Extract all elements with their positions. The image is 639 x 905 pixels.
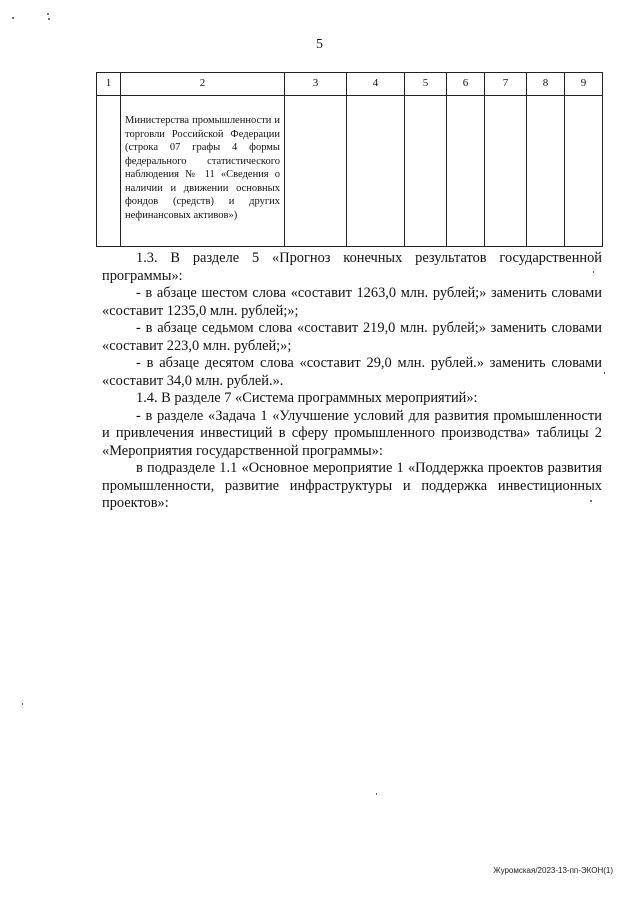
paragraph: в подразделе 1.1 «Основное мероприятие 1 «Поддержка проектов развития промышленности, развитие инфраструктуры и поддержка инвестиционных проектов»: [102, 460, 602, 511]
table-cell [565, 96, 603, 247]
scan-speck [604, 372, 605, 374]
paragraph: - в разделе «Задача 1 «Улучшение условий для развития промышленности и привлечения инвестиций в сферу промышленного производства» таблицы 2 «Мероприятия государственной программы»: [102, 407, 602, 459]
table-header-cell: 7 [485, 73, 527, 96]
table-cell [527, 96, 565, 247]
table-row [97, 96, 603, 247]
paragraph: - в абзаце шестом слова «составит 1263,0 млн. рублей;» заменить словами «составит 1235,0 млн. рублей;»; [102, 285, 602, 319]
scan-speck [48, 18, 50, 20]
paragraph: - в абзаце десятом слова «составит 29,0 млн. рублей.» заменить словами «составит 34,0 млн. рублей.». [102, 355, 602, 389]
table-header-cell: 9 [565, 73, 603, 96]
table-header-cell: 1 [97, 73, 121, 96]
table-header-cell: 3 [285, 73, 347, 96]
table-header-cell: 8 [527, 73, 565, 96]
table-cell-text: Министерства промышленности и торговли Российской Федерации (строка 07 графы 4 формы федерального статистического наблюдения № 11 «Сведения о наличии и движении основных фондов (средств) и других нефинансовых активов») [125, 115, 280, 221]
paragraph: 1.4. В разделе 7 «Система программных мероприятий»: [136, 390, 478, 406]
table-cell [447, 96, 485, 247]
paragraph: - в абзаце седьмом слова «составит 219,0 млн. рублей;» заменить словами «составит 223,0 млн. рублей;»; [102, 320, 602, 354]
footer-doc-code: Журомская/2023-13-пп-ЭКОН(1) [493, 866, 613, 875]
table-cell [97, 96, 121, 247]
table-cell [485, 96, 527, 247]
table-cell [405, 96, 447, 247]
table-cell [285, 96, 347, 247]
table-header-cell: 5 [405, 73, 447, 96]
document-table [96, 72, 603, 247]
table-header-row [97, 73, 603, 96]
scan-speck [590, 500, 592, 502]
table-header-cell: 6 [447, 73, 485, 96]
table-cell-description [121, 96, 285, 247]
document-body [102, 250, 602, 513]
paragraph: 1.3. В разделе 5 «Прогноз конечных результатов государственной программы»: [102, 250, 602, 284]
table-header-cell: 2 [121, 73, 285, 96]
page-number: 5 [316, 37, 323, 52]
scan-speck [593, 271, 594, 273]
scan-speck [47, 13, 49, 15]
scan-speck [12, 17, 14, 19]
scan-speck [22, 703, 23, 705]
table-header-cell: 4 [347, 73, 405, 96]
scan-speck [376, 793, 377, 795]
table-cell [347, 96, 405, 247]
